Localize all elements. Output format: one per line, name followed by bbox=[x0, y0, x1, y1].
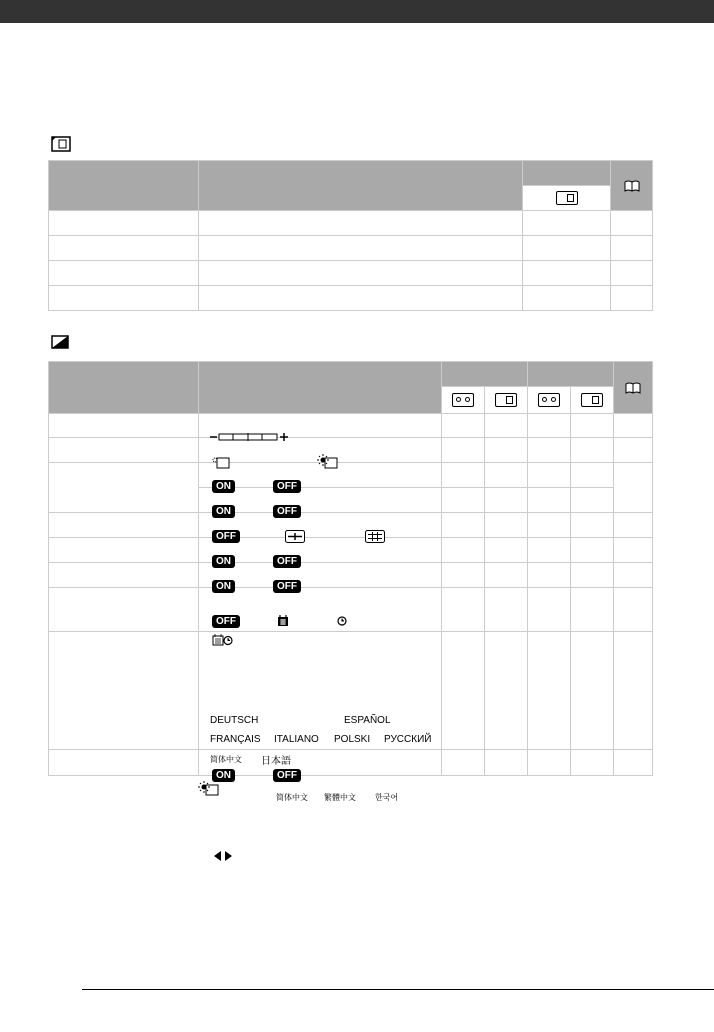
card-mode-header bbox=[523, 186, 611, 211]
memory-card-icon bbox=[495, 393, 517, 407]
on-badge: ON bbox=[212, 769, 235, 782]
table-row bbox=[49, 261, 653, 286]
memory-card-icon bbox=[556, 191, 578, 205]
date-icon bbox=[277, 615, 289, 627]
table-row bbox=[49, 463, 653, 488]
display-setup-icon bbox=[50, 334, 72, 350]
lcd-backlight-bright-icon bbox=[198, 781, 220, 797]
language-option: РУССКИЙ bbox=[384, 733, 432, 745]
table-row bbox=[49, 588, 653, 632]
table-row bbox=[49, 438, 653, 463]
book-icon bbox=[624, 180, 640, 192]
lcd-backlight-bright-icon bbox=[317, 454, 339, 470]
memory-card-icon bbox=[50, 136, 72, 152]
on-badge: ON bbox=[212, 505, 235, 518]
off-badge: OFF bbox=[273, 769, 301, 782]
language-option: POLSKI bbox=[334, 733, 371, 745]
off-badge: OFF bbox=[212, 530, 240, 543]
book-icon bbox=[625, 382, 641, 394]
language-option: ITALIANO bbox=[274, 733, 319, 745]
memory-card-icon bbox=[581, 393, 603, 407]
header-cell bbox=[49, 161, 199, 211]
header-cell bbox=[523, 161, 611, 186]
language-option: DEUTSCH bbox=[210, 714, 259, 726]
header-cell bbox=[49, 362, 199, 414]
header-cell bbox=[528, 362, 614, 387]
header-cell bbox=[199, 362, 442, 414]
on-badge: ON bbox=[212, 555, 235, 568]
language-option: 简体中文 bbox=[210, 754, 242, 764]
table-row bbox=[49, 563, 653, 588]
language-option: FRANÇAIS bbox=[210, 733, 261, 745]
table-row bbox=[49, 286, 653, 311]
off-badge: OFF bbox=[273, 480, 301, 493]
off-badge: OFF bbox=[273, 505, 301, 518]
footer-rule bbox=[82, 989, 714, 990]
date-and-time-icon bbox=[212, 634, 234, 646]
language-option: 简体中文 bbox=[276, 792, 308, 802]
reference-header bbox=[611, 161, 653, 211]
left-right-arrows-icon bbox=[214, 851, 232, 861]
language-option: 한국어 bbox=[375, 792, 399, 802]
language-option: 繁體中文 bbox=[324, 792, 356, 802]
off-badge: OFF bbox=[212, 615, 240, 628]
table-row bbox=[49, 211, 653, 236]
table-row bbox=[49, 750, 653, 776]
off-badge: OFF bbox=[273, 555, 301, 568]
table-row bbox=[49, 236, 653, 261]
header-bar bbox=[0, 0, 714, 23]
table-row bbox=[49, 538, 653, 563]
display-settings-table bbox=[48, 361, 653, 802]
language-option: ESPAÑOL bbox=[344, 714, 391, 726]
cassette-tape-icon bbox=[538, 393, 560, 407]
table-row bbox=[49, 632, 653, 750]
level-marker-icon bbox=[285, 530, 305, 543]
table-row bbox=[49, 513, 653, 538]
off-badge: OFF bbox=[273, 580, 301, 593]
on-badge: ON bbox=[212, 480, 235, 493]
on-badge: ON bbox=[212, 580, 235, 593]
table-row bbox=[49, 414, 653, 438]
card-settings-table bbox=[48, 160, 653, 311]
reference-header bbox=[614, 362, 653, 414]
header-cell bbox=[442, 362, 528, 387]
header-cell bbox=[199, 161, 523, 211]
cassette-tape-icon bbox=[452, 393, 474, 407]
brightness-slider-icon bbox=[209, 431, 289, 443]
grid-marker-icon bbox=[365, 530, 385, 543]
language-option: 日本語 bbox=[261, 755, 291, 767]
clock-icon bbox=[337, 616, 347, 626]
lcd-backlight-normal-icon bbox=[209, 454, 231, 470]
